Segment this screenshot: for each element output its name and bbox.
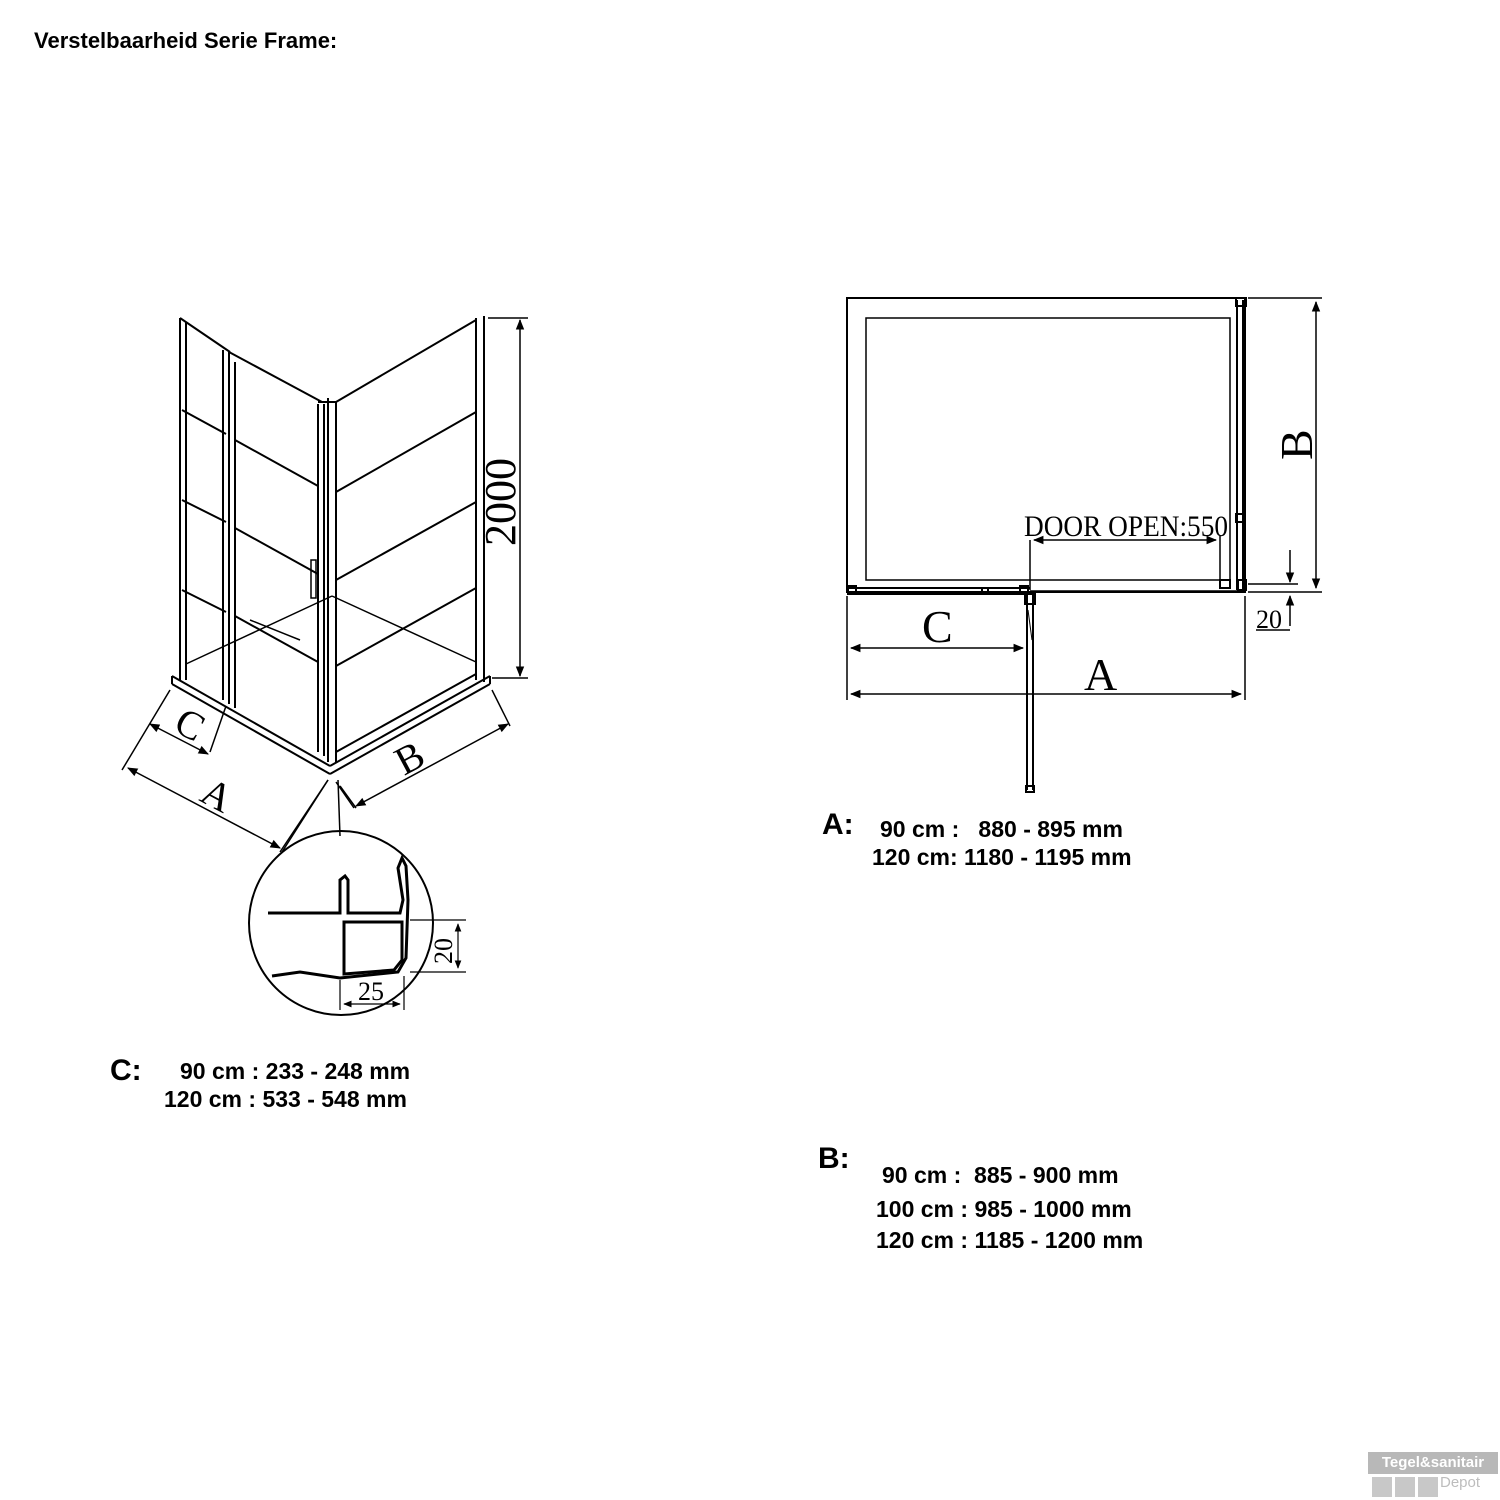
plan-shower-view	[847, 298, 1322, 792]
iso-label-a: A	[193, 768, 241, 822]
plan-outer-frame	[847, 298, 1245, 592]
brand-logo-sub: Depot	[1440, 1474, 1481, 1491]
brand-logo-name: Tegel&sanitair	[1368, 1452, 1498, 1474]
iso-door-panel	[229, 352, 324, 756]
tile-icon	[1395, 1477, 1415, 1497]
plan-door-open-dimension	[1030, 536, 1220, 590]
brand-logo	[1368, 1452, 1498, 1498]
iso-shower-tray	[172, 596, 490, 774]
spec-a-line-2: 120 cm: 1180 - 1195 mm	[872, 844, 1132, 870]
spec-c-line-1: 90 cm : 233 - 248 mm	[180, 1058, 411, 1084]
plan-offset-label: 20	[1256, 605, 1282, 634]
iso-left-panel	[180, 318, 230, 704]
drop-icon	[1372, 1477, 1392, 1497]
plan-label-c: C	[922, 601, 953, 652]
spec-b	[818, 1144, 1198, 1254]
spec-a-line-1: 90 cm : 880 - 895 mm	[880, 816, 1123, 842]
plan-wall-profile	[1220, 298, 1246, 590]
iso-corner-post	[318, 398, 336, 762]
spec-a-key: A:	[822, 808, 854, 841]
spec-b-line-1: 90 cm : 885 - 900 mm	[882, 1162, 1119, 1188]
iso-label-c: C	[167, 698, 213, 751]
spec-b-line-3: 120 cm : 1185 - 1200 mm	[876, 1227, 1144, 1253]
plan-door-open-label: DOOR OPEN:550	[1024, 510, 1228, 543]
spec-b-key: B:	[818, 1142, 850, 1175]
spec-a	[822, 810, 1182, 880]
iso-shower-view	[122, 316, 528, 1015]
spec-c-line-2: 120 cm : 533 - 548 mm	[164, 1086, 407, 1112]
iso-right-panel	[336, 316, 484, 752]
spec-c	[110, 1056, 470, 1126]
spec-b-line-2: 100 cm : 985 - 1000 mm	[876, 1196, 1132, 1222]
plan-label-b: B	[1271, 429, 1322, 460]
iso-height-label: 2000	[476, 458, 525, 546]
spec-c-key: C:	[110, 1054, 142, 1087]
page-title: Verstelbaarheid Serie Frame:	[34, 28, 338, 53]
detail-height-label: 20	[429, 938, 458, 964]
detail-width-label: 25	[358, 977, 384, 1006]
iso-detail-callout	[280, 780, 356, 852]
iso-label-b: B	[387, 731, 432, 784]
plan-label-a: A	[1084, 649, 1118, 700]
tile-icon-2	[1418, 1477, 1438, 1497]
